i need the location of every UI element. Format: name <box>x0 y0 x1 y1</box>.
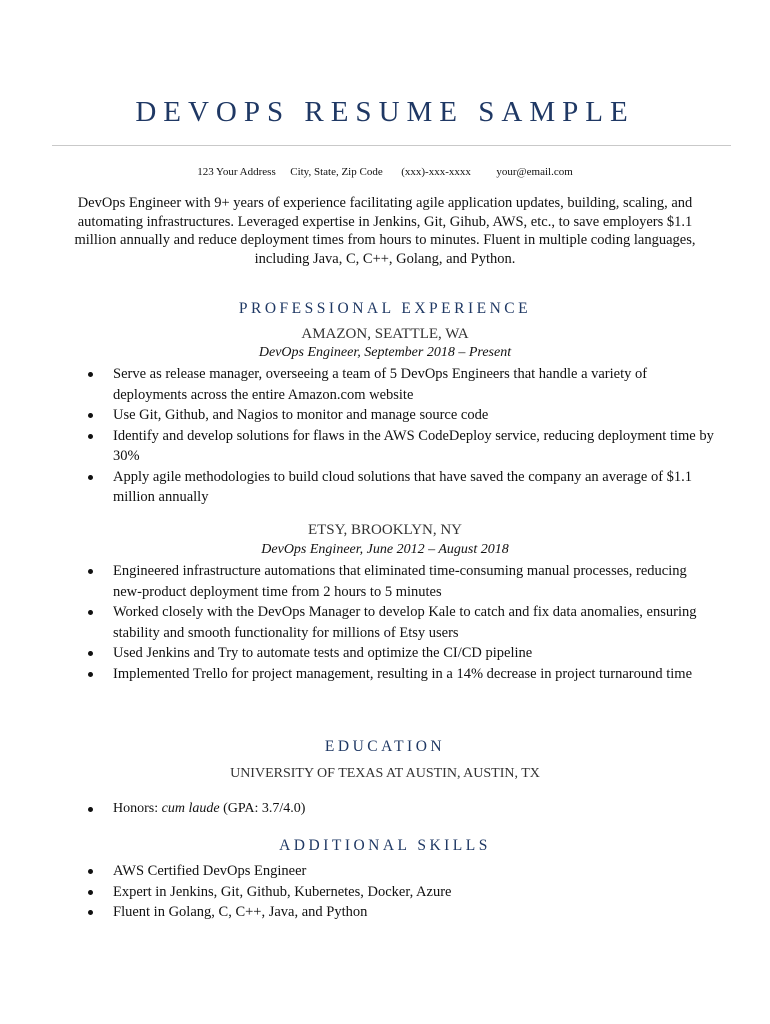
bullet-text: Use Git, Github, and Nagios to monitor and manage source code <box>113 407 489 423</box>
bullet-text: Apply agile methodologies to build cloud solutions that have saved the company an average of $1.1 million annually <box>113 468 693 505</box>
list-item <box>88 364 718 405</box>
list-item <box>88 467 718 508</box>
list-item <box>88 561 718 602</box>
bullet-text: Identify and develop solutions for flaws in the AWS CodeDeploy service, reducing deployment time by 30% <box>113 427 714 464</box>
bullet-icon <box>88 413 93 418</box>
summary-paragraph: DevOps Engineer with 9+ years of experience facilitating agile application updates, building, scaling, and automating infrastructures. Leveraged expertise in Jenkins, Git, Gihub, AWS, etc., to save employers $1.1 million annually and reduce deployment times from hours to minutes. Fluent in multiple coding languages, including Java, C, C++, Golang, and Python. <box>74 195 696 268</box>
education-honors <box>88 800 305 818</box>
honors-value: cum laude <box>161 801 220 816</box>
bullet-text: Used Jenkins and Try to automate tests and optimize the CI/CD pipeline <box>113 645 533 661</box>
skills-heading: ADDITIONAL SKILLS <box>279 837 491 854</box>
job-2-bullets <box>88 561 718 684</box>
list-item <box>88 643 718 664</box>
job-2-role: DevOps Engineer, June 2012 – August 2018 <box>261 542 509 557</box>
bullet-icon <box>88 610 93 615</box>
job-1-bullets <box>88 364 718 508</box>
job-1-company: AMAZON, SEATTLE, WA <box>301 326 469 342</box>
resume-title: DEVOPS RESUME SAMPLE <box>135 96 635 128</box>
bullet-text: Engineered infrastructure automations that eliminated time-consuming manual processes, reducing new-product deployment time from 2 hours to 5 minutes <box>113 563 687 600</box>
list-item <box>88 861 718 882</box>
honors-gpa: (GPA: 3.7/4.0) <box>219 801 306 816</box>
list-item <box>88 602 718 643</box>
bullet-icon <box>88 672 93 677</box>
skill-text: Expert in Jenkins, Git, Github, Kubernetes, Docker, Azure <box>113 883 452 900</box>
job-1-role: DevOps Engineer, September 2018 – Present <box>258 345 512 360</box>
bullet-icon <box>88 807 93 812</box>
bullet-icon <box>88 869 93 874</box>
job-2-company: ETSY, BROOKLYN, NY <box>307 522 463 538</box>
bullet-icon <box>88 372 93 377</box>
bullet-text: Implemented Trello for project management, resulting in a 14% decrease in project turnaround time <box>113 665 693 682</box>
experience-heading: PROFESSIONAL EXPERIENCE <box>238 300 532 317</box>
honors-label: Honors: <box>113 801 162 816</box>
bullet-text: Serve as release manager, overseeing a team of 5 DevOps Engineers that handle a variety of deployments across the entire Amazon.com website <box>113 366 648 403</box>
list-item <box>88 902 718 923</box>
skill-text: AWS Certified DevOps Engineer <box>113 863 307 879</box>
skills-list <box>88 861 718 923</box>
contact-address: 123 Your Address <box>197 166 276 178</box>
education-school: UNIVERSITY OF TEXAS AT AUSTIN, AUSTIN, TX <box>230 766 540 781</box>
bullet-icon <box>88 890 93 895</box>
bullet-text: Worked closely with the DevOps Manager to develop Kale to catch and fix data anomalies, ensuring stability and smooth functionality for millions of Etsy users <box>113 604 697 641</box>
bullet-icon <box>88 910 93 915</box>
skill-text: Fluent in Golang, C, C++, Java, and Python <box>113 904 368 920</box>
contact-email: your@email.com <box>496 166 573 178</box>
contact-phone: (xxx)-xxx-xxxx <box>401 166 471 178</box>
title-divider <box>52 145 731 146</box>
list-item <box>88 426 718 467</box>
contact-line <box>0 165 770 179</box>
bullet-icon <box>88 434 93 439</box>
bullet-icon <box>88 651 93 656</box>
list-item <box>88 664 718 685</box>
list-item <box>88 405 718 426</box>
bullet-icon <box>88 569 93 574</box>
education-heading: EDUCATION <box>324 738 446 755</box>
bullet-icon <box>88 475 93 480</box>
list-item <box>88 882 718 903</box>
contact-city: City, State, Zip Code <box>290 166 383 178</box>
